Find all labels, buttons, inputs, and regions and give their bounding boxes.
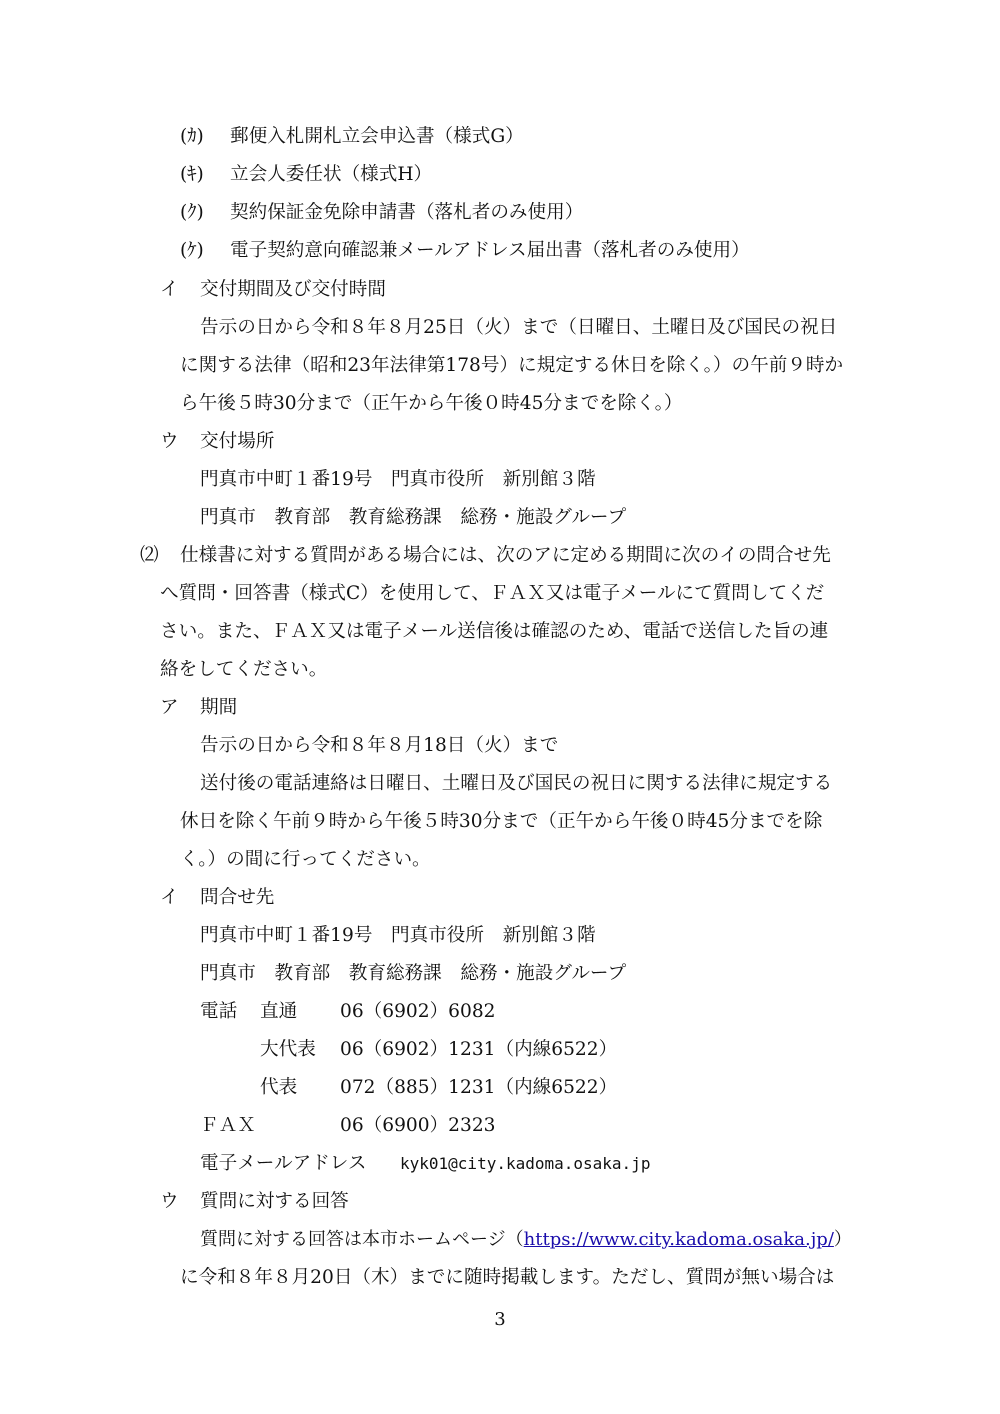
- section-marker: ア: [160, 697, 179, 718]
- phone-type: 直通: [260, 1001, 298, 1022]
- section-marker: ウ: [160, 1191, 179, 1212]
- paragraph-marker: ⑵: [140, 545, 159, 566]
- item-text: 立会人委任状（様式H）: [230, 164, 433, 185]
- email-address: kyk01@city.kadoma.osaka.jp: [400, 1154, 651, 1173]
- item-text: 電子契約意向確認兼メールアドレス届出書（落札者のみ使用）: [230, 240, 750, 261]
- fax-label: ＦＡＸ: [200, 1115, 256, 1136]
- fax-number: 06（6900）2323: [340, 1115, 496, 1136]
- item-text: 郵便入札開札立会申込書（様式G）: [230, 126, 524, 147]
- section-title: 期間: [200, 697, 238, 718]
- item-text: 契約保証金免除申請書（落札者のみ使用）: [230, 202, 584, 223]
- phone-type: 大代表: [260, 1039, 316, 1060]
- section-marker: イ: [160, 887, 179, 908]
- section-title: 質問に対する回答: [200, 1191, 349, 1212]
- phone-type: 代表: [260, 1077, 298, 1098]
- section-marker: ウ: [160, 431, 179, 452]
- homepage-link[interactable]: https://www.city.kadoma.osaka.jp/: [523, 1229, 834, 1250]
- item-marker: (ｷ): [180, 164, 204, 185]
- section-title: 交付期間及び交付時間: [200, 279, 386, 300]
- item-marker: (ｹ): [180, 240, 204, 261]
- section-title: 交付場所: [200, 431, 275, 452]
- item-marker: (ｶ): [180, 126, 204, 147]
- section-marker: イ: [160, 279, 179, 300]
- phone-number: 06（6902）6082: [340, 1001, 496, 1022]
- phone-number: 072（885）1231（内線6522）: [340, 1077, 618, 1098]
- phone-label: 電話: [200, 1001, 238, 1022]
- item-marker: (ｸ): [180, 202, 204, 223]
- section-title: 問合せ先: [200, 887, 275, 908]
- email-label: 電子メールアドレス: [200, 1153, 367, 1174]
- phone-number: 06（6902）1231（内線6522）: [340, 1039, 618, 1060]
- page-number: 3: [494, 1309, 506, 1330]
